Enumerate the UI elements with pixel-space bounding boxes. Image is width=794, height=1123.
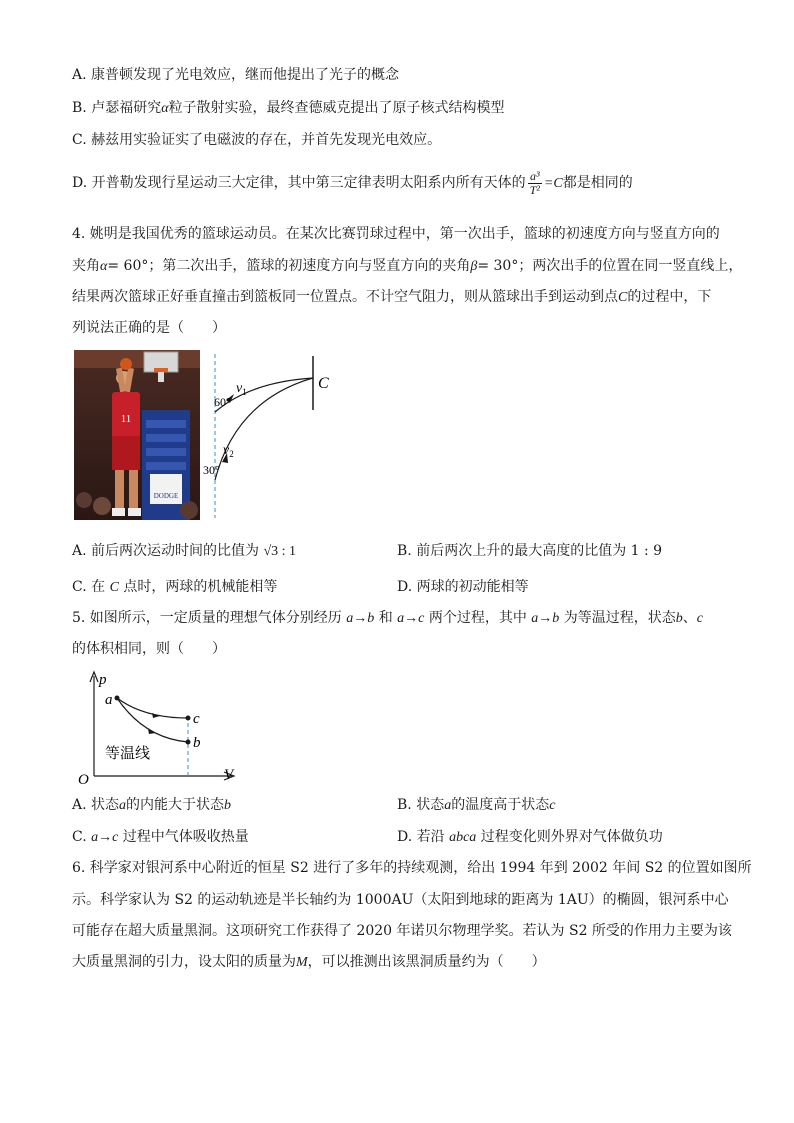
trajectory-diagram (200, 350, 340, 522)
q4-option-b: B. 前后两次上升的最大高度的比值为 1 : 9 (397, 543, 663, 559)
q4-line2-c: = 30°；两次出手的位置在同一竖直线上， (477, 258, 743, 274)
q5-process-ac: a→c (397, 611, 425, 626)
q3-option-d-post: 都是相同的 (562, 175, 633, 191)
q4-stem-line3 (72, 288, 711, 307)
v1-label: $v_1$ (236, 381, 247, 397)
q4-beta: β (470, 259, 478, 274)
q6-stem-line3: 可能存在超大质量黑洞。这项研究工作获得了 2020 年诺贝尔物理学奖。若认为 S2 所受的作用力主要为该 (72, 923, 732, 939)
q5-state-b: b (675, 611, 683, 626)
v-axis-label: V (224, 767, 234, 783)
q3-option-b-post: 粒子散射实验，最终查德威克提出了原子核式结构模型 (168, 100, 505, 116)
q5-option-b-v2: c (549, 798, 556, 813)
q5-option-a-v1: a (119, 798, 127, 813)
dodge-brand-text: DODGE (153, 492, 179, 500)
q5-option-d-pre: D. 若沿 (397, 829, 445, 845)
basketball-player-photo (74, 350, 200, 520)
q5-option-d-math: abca (449, 830, 477, 845)
q4-line3-post: 的过程中，下 (627, 289, 712, 305)
q5-option-b (397, 796, 555, 815)
q3-option-d (72, 166, 633, 201)
q5-process-ab: a→b (346, 611, 375, 626)
q4-stem-line1: 4. 姚明是我国优秀的篮球运动员。在某次比赛罚球过程中，第一次出手，篮球的初速度方向与竖直方向的 (72, 226, 720, 242)
q5-option-d (397, 828, 663, 847)
point-c-label: C (318, 375, 329, 392)
q5-stem-line2: 的体积相同，则（ ） (72, 641, 226, 657)
q4-line2-a: 夹角 (72, 258, 100, 274)
pv-diagram (74, 666, 244, 786)
q5-option-b-v1: a (444, 798, 452, 813)
q3-option-a: A. 康普顿发现了光电效应，继而他提出了光子的概念 (72, 67, 400, 83)
q5-option-d-post: 过程变化则外界对气体做负功 (480, 829, 663, 845)
q6-mass-m: M (296, 955, 308, 970)
q5-process-ab-2: a→b (531, 611, 560, 626)
q5-and: 和 (378, 610, 393, 626)
kepler-numerator: a³ (528, 170, 542, 184)
state-a-point (115, 696, 120, 701)
angle-60-label: 60° (214, 395, 231, 409)
q4-point-c: C (618, 290, 628, 305)
jersey-number: 11 (120, 413, 132, 425)
q4-option-c-post: 点时，两球的机械能相等 (123, 579, 278, 595)
q3-option-b (72, 99, 505, 118)
q4-option-a (72, 542, 296, 561)
q4-stem-line4: 列说法正确的是（ ） (72, 320, 226, 336)
p-axis-label: p (99, 672, 107, 688)
q6-stem-line4 (72, 953, 546, 972)
q5-option-a-pre: A. 状态 (72, 797, 120, 813)
q4-stem-line2 (72, 257, 742, 276)
q4-option-c (72, 578, 277, 597)
q5-option-b-pre: B. 状态 (397, 797, 445, 813)
q5-option-b-mid: 的温度高于状态 (451, 797, 550, 813)
isotherm-label: 等温线 (105, 744, 151, 762)
q6-line4-pre: 大质量黑洞的引力，设太阳的质量为 (72, 954, 296, 970)
q5-option-c-pre: C. (72, 829, 87, 845)
state-b-point (186, 740, 191, 745)
kepler-denominator: T² (529, 182, 540, 197)
q4-option-d: D. 两球的初动能相等 (397, 579, 529, 595)
q4-option-c-point: C (109, 580, 119, 595)
state-a-label: a (105, 692, 113, 708)
q5-option-c-post: 过程中气体吸收热量 (122, 829, 249, 845)
q5-line1-pre: 5. 如图所示，一定质量的理想气体分别经历 (72, 610, 342, 626)
q5-option-c (72, 828, 249, 847)
q5-option-a-mid: 的内能大于状态 (126, 797, 225, 813)
q3-option-c: C. 赫兹用实验证实了电磁波的存在，并首先发现光电效应。 (72, 132, 442, 148)
state-c-point (186, 716, 191, 721)
player-photo-illustration (74, 350, 200, 520)
q5-sep: 、 (682, 610, 697, 626)
q5-line1-mid: 两个过程，其中 (428, 610, 527, 626)
kepler-constant: =C (543, 176, 563, 191)
kepler-fraction (528, 170, 542, 197)
q5-state-c: c (696, 611, 703, 626)
q6-stem-line2: 示。科学家认为 S2 的运动轨迹是半长轴约为 1000AU（太阳到地球的距离为 1AU）的椭圆，银河系中心 (72, 892, 729, 908)
trajectory-2 (215, 378, 313, 480)
q5-option-c-math: a→c (91, 830, 119, 845)
q6-stem-line1: 6. 科学家对银河系中心附近的恒星 S2 进行了多年的持续观测，给出 1994 年到 2002 年间 S2 的位置如图所 (72, 860, 752, 876)
q6-line4-post: ，可以推测出该黑洞质量约为（ ） (307, 954, 546, 970)
q5-option-a-v2: b (224, 798, 232, 813)
q4-option-c-pre: C. 在 (72, 579, 106, 595)
q5-stem-line1 (72, 609, 703, 628)
q3-option-b-pre: B. 卢瑟福研究 (72, 100, 162, 116)
v2-label: $v_2$ (223, 443, 234, 459)
q4-option-a-math: √3 : 1 (263, 544, 297, 559)
q4-line3-a: 结果两次篮球正好垂直撞击到篮板同一位置点。不计空气阻力，则从篮球出手到运动到点 (72, 289, 618, 305)
q4-alpha: α (100, 259, 108, 274)
q4-line2-b: = 60°；第二次出手，篮球的初速度方向与竖直方向的夹角 (107, 258, 471, 274)
q3-option-d-pre: D. 开普勒发现行星运动三大定律，其中第三定律表明太阳系内所有天体的 (72, 175, 526, 191)
q5-option-a (72, 796, 231, 815)
origin-label: O (78, 772, 89, 786)
q3-alpha: α (161, 101, 169, 116)
state-b-label: b (193, 735, 201, 751)
angle-30-label: 30° (203, 463, 220, 477)
q4-option-a-pre: A. 前后两次运动时间的比值为 (72, 543, 260, 559)
q5-line1-post: 为等温过程，状态 (563, 610, 676, 626)
state-c-label: c (193, 711, 200, 727)
